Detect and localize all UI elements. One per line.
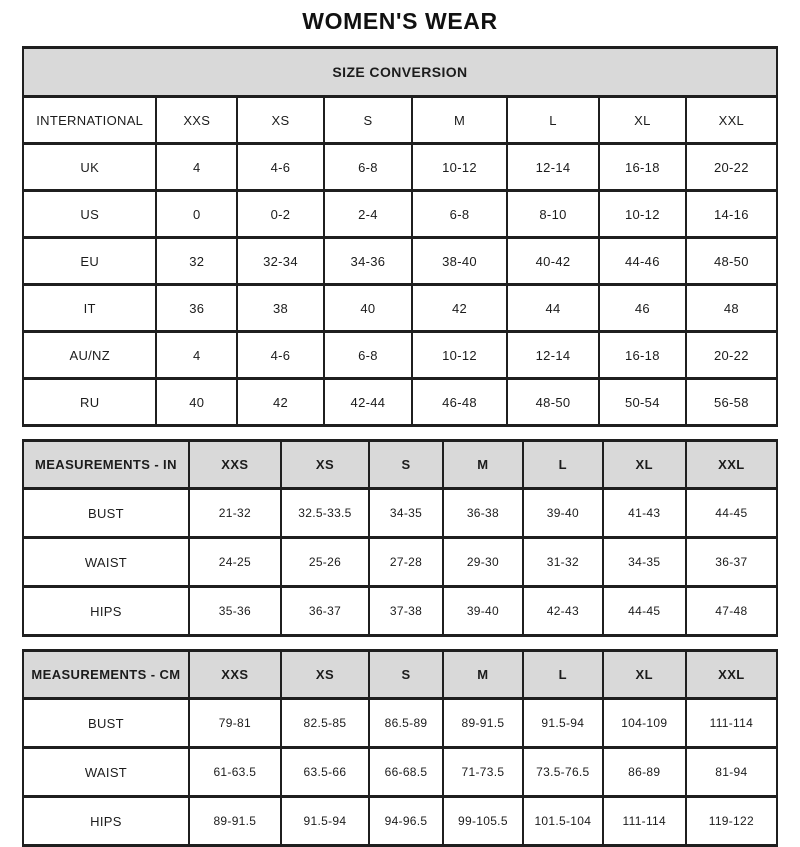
measurement-value-cell: 94-96.5	[369, 797, 443, 846]
size-value-cell: 8-10	[507, 191, 599, 238]
measurements-in-header: MEASUREMENTS - IN	[23, 441, 189, 489]
measurements-cm-header-row	[23, 651, 777, 699]
measurement-value-cell: 71-73.5	[443, 748, 523, 797]
size-header-cell: S	[369, 651, 443, 699]
size-conversion-header-row	[23, 48, 777, 97]
measurement-value-cell: 63.5-66	[281, 748, 369, 797]
size-value-cell: 20-22	[686, 332, 777, 379]
measurement-value-cell: 86.5-89	[369, 699, 443, 748]
size-value-cell: 14-16	[686, 191, 777, 238]
measurement-value-cell: 73.5-76.5	[523, 748, 603, 797]
size-value-cell: 6-8	[324, 332, 412, 379]
table-row	[23, 538, 777, 587]
size-header-cell: M	[443, 441, 523, 489]
measurement-value-cell: 111-114	[603, 797, 686, 846]
table-row	[23, 699, 777, 748]
size-header-cell: S	[369, 441, 443, 489]
measurement-value-cell: 36-37	[281, 587, 369, 636]
measurement-value-cell: 35-36	[189, 587, 281, 636]
table-row	[23, 489, 777, 538]
row-label: INTERNATIONAL	[23, 97, 156, 144]
row-label: RU	[23, 379, 156, 426]
row-label: EU	[23, 238, 156, 285]
measurements-cm-header: MEASUREMENTS - CM	[23, 651, 189, 699]
size-value-cell: 16-18	[599, 144, 686, 191]
measurement-value-cell: 24-25	[189, 538, 281, 587]
size-value-cell: 40	[156, 379, 237, 426]
size-value-cell: 46	[599, 285, 686, 332]
page-title: WOMEN'S WEAR	[302, 8, 498, 34]
size-value-cell: 48-50	[507, 379, 599, 426]
table-row	[23, 97, 777, 144]
size-value-cell: 12-14	[507, 332, 599, 379]
size-header-cell: XXS	[189, 441, 281, 489]
size-value-cell: 6-8	[324, 144, 412, 191]
table-row	[23, 379, 777, 426]
row-label: US	[23, 191, 156, 238]
row-label: WAIST	[23, 538, 189, 587]
size-value-cell: XXS	[156, 97, 237, 144]
measurement-value-cell: 44-45	[603, 587, 686, 636]
measurement-value-cell: 34-35	[603, 538, 686, 587]
row-label: IT	[23, 285, 156, 332]
measurement-value-cell: 42-43	[523, 587, 603, 636]
size-header-cell: XXL	[686, 441, 777, 489]
size-value-cell: 44	[507, 285, 599, 332]
measurement-value-cell: 89-91.5	[189, 797, 281, 846]
size-header-cell: XL	[603, 651, 686, 699]
size-header-cell: XXS	[189, 651, 281, 699]
row-label: AU/NZ	[23, 332, 156, 379]
row-label: BUST	[23, 699, 189, 748]
measurement-value-cell: 104-109	[603, 699, 686, 748]
measurements-in-header-row	[23, 441, 777, 489]
size-value-cell: 56-58	[686, 379, 777, 426]
measurements-in-table	[22, 439, 778, 637]
table-row	[23, 144, 777, 191]
table-row	[23, 285, 777, 332]
measurement-value-cell: 36-38	[443, 489, 523, 538]
size-value-cell: 40-42	[507, 238, 599, 285]
size-value-cell: 48-50	[686, 238, 777, 285]
measurement-value-cell: 79-81	[189, 699, 281, 748]
measurement-value-cell: 89-91.5	[443, 699, 523, 748]
row-label: WAIST	[23, 748, 189, 797]
size-header-cell: XS	[281, 441, 369, 489]
row-label: UK	[23, 144, 156, 191]
measurement-value-cell: 111-114	[686, 699, 777, 748]
measurement-value-cell: 86-89	[603, 748, 686, 797]
measurement-value-cell: 99-105.5	[443, 797, 523, 846]
row-label: HIPS	[23, 587, 189, 636]
size-value-cell: 4-6	[237, 332, 324, 379]
measurement-value-cell: 25-26	[281, 538, 369, 587]
size-value-cell: 6-8	[412, 191, 507, 238]
size-value-cell: 34-36	[324, 238, 412, 285]
table-row	[23, 797, 777, 846]
measurement-value-cell: 81-94	[686, 748, 777, 797]
measurement-value-cell: 31-32	[523, 538, 603, 587]
size-value-cell: 16-18	[599, 332, 686, 379]
measurement-value-cell: 91.5-94	[281, 797, 369, 846]
size-conversion-header: SIZE CONVERSION	[23, 48, 777, 97]
size-header-cell: XL	[603, 441, 686, 489]
size-value-cell: 10-12	[412, 144, 507, 191]
measurement-value-cell: 37-38	[369, 587, 443, 636]
size-value-cell: 12-14	[507, 144, 599, 191]
measurement-value-cell: 47-48	[686, 587, 777, 636]
measurement-value-cell: 32.5-33.5	[281, 489, 369, 538]
size-value-cell: 0-2	[237, 191, 324, 238]
measurement-value-cell: 36-37	[686, 538, 777, 587]
size-value-cell: 0	[156, 191, 237, 238]
table-row	[23, 587, 777, 636]
table-row	[23, 191, 777, 238]
size-value-cell: L	[507, 97, 599, 144]
size-value-cell: 38	[237, 285, 324, 332]
size-value-cell: 40	[324, 285, 412, 332]
size-value-cell: 46-48	[412, 379, 507, 426]
size-header-cell: XXL	[686, 651, 777, 699]
size-value-cell: 2-4	[324, 191, 412, 238]
measurement-value-cell: 39-40	[523, 489, 603, 538]
size-value-cell: 42	[237, 379, 324, 426]
table-row	[23, 748, 777, 797]
row-label: HIPS	[23, 797, 189, 846]
size-value-cell: XL	[599, 97, 686, 144]
measurement-value-cell: 27-28	[369, 538, 443, 587]
size-value-cell: 42	[412, 285, 507, 332]
measurement-value-cell: 39-40	[443, 587, 523, 636]
size-value-cell: 38-40	[412, 238, 507, 285]
size-value-cell: 32-34	[237, 238, 324, 285]
size-value-cell: 50-54	[599, 379, 686, 426]
size-value-cell: XS	[237, 97, 324, 144]
size-value-cell: 4-6	[237, 144, 324, 191]
size-value-cell: M	[412, 97, 507, 144]
size-conversion-table	[22, 46, 778, 427]
measurement-value-cell: 34-35	[369, 489, 443, 538]
size-value-cell: S	[324, 97, 412, 144]
measurement-value-cell: 91.5-94	[523, 699, 603, 748]
size-header-cell: L	[523, 651, 603, 699]
measurement-value-cell: 29-30	[443, 538, 523, 587]
size-value-cell: XXL	[686, 97, 777, 144]
measurement-value-cell: 21-32	[189, 489, 281, 538]
measurement-value-cell: 61-63.5	[189, 748, 281, 797]
table-row	[23, 332, 777, 379]
size-value-cell: 10-12	[412, 332, 507, 379]
size-value-cell: 44-46	[599, 238, 686, 285]
measurements-cm-table	[22, 649, 778, 847]
size-value-cell: 4	[156, 332, 237, 379]
size-value-cell: 20-22	[686, 144, 777, 191]
size-value-cell: 10-12	[599, 191, 686, 238]
size-header-cell: L	[523, 441, 603, 489]
measurement-value-cell: 41-43	[603, 489, 686, 538]
table-row	[23, 238, 777, 285]
size-value-cell: 4	[156, 144, 237, 191]
size-header-cell: M	[443, 651, 523, 699]
row-label: BUST	[23, 489, 189, 538]
measurement-value-cell: 44-45	[686, 489, 777, 538]
measurement-value-cell: 66-68.5	[369, 748, 443, 797]
size-value-cell: 42-44	[324, 379, 412, 426]
measurement-value-cell: 101.5-104	[523, 797, 603, 846]
size-value-cell: 48	[686, 285, 777, 332]
measurement-value-cell: 119-122	[686, 797, 777, 846]
size-header-cell: XS	[281, 651, 369, 699]
measurement-value-cell: 82.5-85	[281, 699, 369, 748]
size-value-cell: 36	[156, 285, 237, 332]
size-value-cell: 32	[156, 238, 237, 285]
